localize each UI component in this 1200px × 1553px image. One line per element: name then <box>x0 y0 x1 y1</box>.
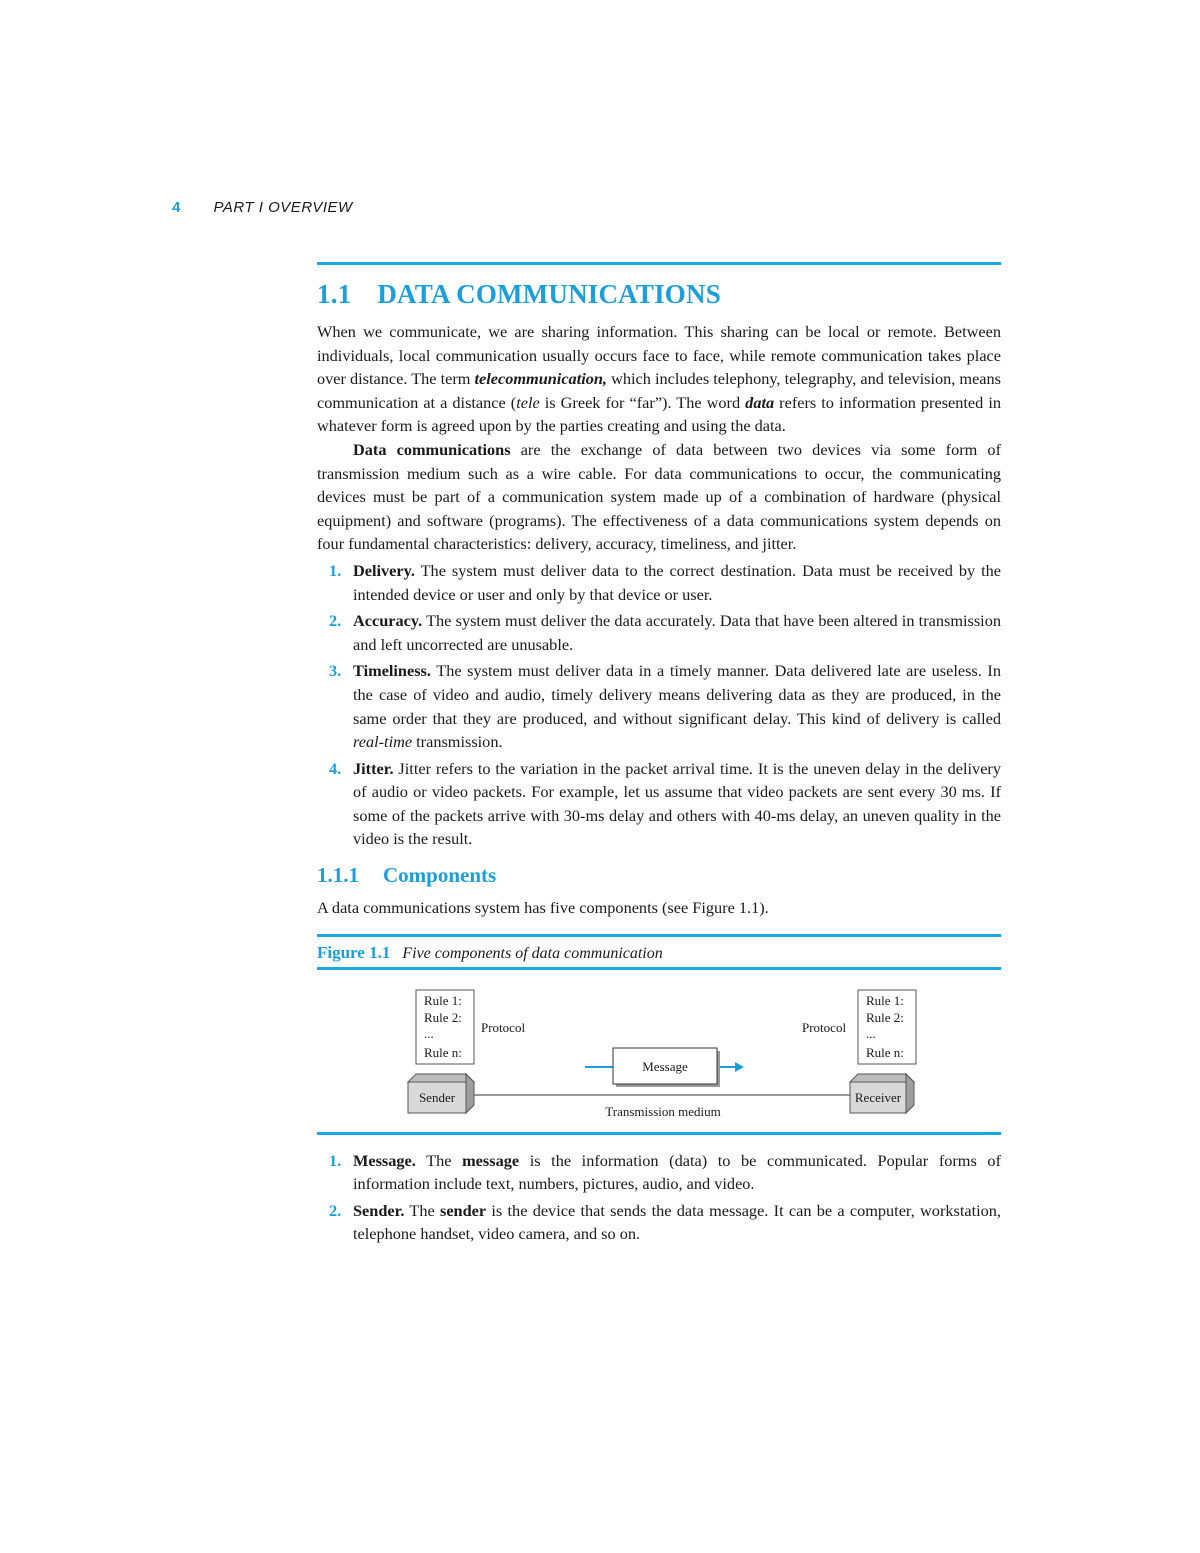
paragraph-data-communications <box>317 438 1001 556</box>
list-item <box>317 757 1001 851</box>
list-item <box>317 1149 1001 1196</box>
item-text: The system must deliver data in a timely manner. Data delivered late are useless. In the case of video and audio, timely delivery means delivering data as they are produced, in the same order that they are produced, and without significant delay. This kind of delivery is called <box>353 661 1001 728</box>
item-bold: sender <box>440 1200 487 1220</box>
subsection-title-text: Components <box>383 863 497 888</box>
term-telecommunication: telecommunication, <box>474 369 608 389</box>
item-text: The system must deliver the data accurately. Data that have been altered in transmission and left uncorrected are unusable. <box>353 611 1001 654</box>
list-item <box>317 1199 1001 1246</box>
diagram-svg <box>317 970 1001 1132</box>
sender-protocol-label: Protocol <box>481 1019 526 1035</box>
term-tele: tele <box>516 392 540 412</box>
text-run: are the exchange of data between two devices via some form of transmission medium such as a wire cable. For data communications to occur, the communicating devices must be part of a communication system made up of a combination of hardware (physical equipment) and software (programs). The effectiveness of a data communications system depends on four fundamental characteristics: delivery, accuracy, timeliness, and jitter. <box>317 439 1001 554</box>
item-number: 1. <box>329 1150 342 1170</box>
rule-1-label: Rule 1: <box>866 992 904 1008</box>
arrow-right-icon <box>735 1062 744 1072</box>
figure-bottom-rule <box>317 1132 1001 1135</box>
text-run: which includes telephony, telegraphy, and television, means communication at a distance ( <box>317 369 1001 412</box>
figure-label: Figure 1.1 <box>317 942 391 962</box>
list-item <box>317 659 1001 753</box>
term-data: data <box>745 392 775 412</box>
list-item <box>317 559 1001 606</box>
receiver-label: Receiver <box>854 1089 902 1105</box>
page-number: 4 <box>172 199 181 216</box>
text-run: When we communicate, we are sharing information. This sharing can be local or remote. Between individuals, local communication usually occurs face to face, while remote communication takes place over distance. The term <box>317 322 1001 389</box>
figure-caption <box>317 937 1001 967</box>
sender-label: Sender <box>418 1089 456 1105</box>
item-term: Jitter. <box>353 758 394 778</box>
item-number: 2. <box>329 611 342 631</box>
item-term: Delivery. <box>353 560 415 580</box>
rule-n-label: Rule n: <box>424 1044 462 1060</box>
item-number: 3. <box>329 661 342 681</box>
receiver-side-face <box>906 1074 914 1113</box>
text-run: refers to information presented in whatever form is agreed upon by the parties creating and using the data. <box>317 392 1001 436</box>
components-list <box>317 1149 1001 1246</box>
section-title-text: DATA COMMUNICATIONS <box>377 279 721 309</box>
item-term: Sender. <box>353 1200 405 1220</box>
subsection-number: 1.1.1 <box>317 863 359 888</box>
item-number: 4. <box>329 758 342 778</box>
item-bold: message <box>462 1150 520 1170</box>
item-text: is the information (data) to be communicated. Popular forms of information include text, numbers, pictures, audio, and video. <box>353 1150 1001 1194</box>
figure-caption-text: Five components of data communication <box>402 944 663 962</box>
item-text: Jitter refers to the variation in the packet arrival time. It is the uneven delay in the delivery of audio or video packets. For example, let us assume that video packets are sent every 30 ms. If some of the packets arrive with 30-ms delay and others with 40-ms delay, an uneven quality in the video is the result. <box>353 758 1001 849</box>
item-text: The <box>404 1200 440 1220</box>
characteristics-list <box>317 559 1001 851</box>
sender-side-face <box>466 1074 474 1113</box>
item-italic: real-time <box>353 732 413 752</box>
item-term: Accuracy. <box>353 611 423 631</box>
rule-2-label: Rule 2: <box>866 1009 904 1025</box>
item-number: 1. <box>329 560 342 580</box>
rule-ellipsis: ... <box>866 1025 876 1041</box>
components-intro: A data communications system has five components (see Figure 1.1). <box>317 898 769 918</box>
text-run: is Greek for “far”). The word <box>539 392 746 412</box>
transmission-medium-label: Transmission medium <box>605 1103 721 1119</box>
message-label: Message <box>642 1058 688 1074</box>
section-rule <box>317 262 1001 265</box>
item-text: The <box>415 1150 463 1170</box>
figure-1-1 <box>317 934 1001 1135</box>
item-text: is the device that sends the data message. It can be a computer, workstation, telephone handset, video camera, and so on. <box>353 1200 1001 1244</box>
term-data-communications: Data communications <box>353 439 511 459</box>
item-term: Message. <box>353 1150 416 1170</box>
rule-1-label: Rule 1: <box>424 992 462 1008</box>
item-number: 2. <box>329 1200 342 1220</box>
item-text: The system must deliver data to the correct destination. Data must be received by the intended device or user and only by that device or user. <box>353 560 1001 604</box>
rule-2-label: Rule 2: <box>424 1009 462 1025</box>
rule-n-label: Rule n: <box>866 1044 904 1060</box>
item-term: Timeliness. <box>353 661 431 681</box>
section-number: 1.1 <box>317 279 352 309</box>
part-label: PART I OVERVIEW <box>213 199 353 216</box>
paragraph-intro <box>317 320 1001 438</box>
subsection-title <box>317 863 1001 888</box>
section-title <box>317 279 1001 310</box>
receiver-top-face <box>850 1074 914 1082</box>
running-head <box>172 199 353 216</box>
list-item <box>317 609 1001 656</box>
main-column <box>317 262 1001 1246</box>
rule-ellipsis: ... <box>424 1025 434 1041</box>
item-text: transmission. <box>412 732 503 752</box>
receiver-protocol-label: Protocol <box>802 1019 847 1035</box>
sender-top-face <box>408 1074 474 1082</box>
figure-diagram <box>317 970 1001 1132</box>
